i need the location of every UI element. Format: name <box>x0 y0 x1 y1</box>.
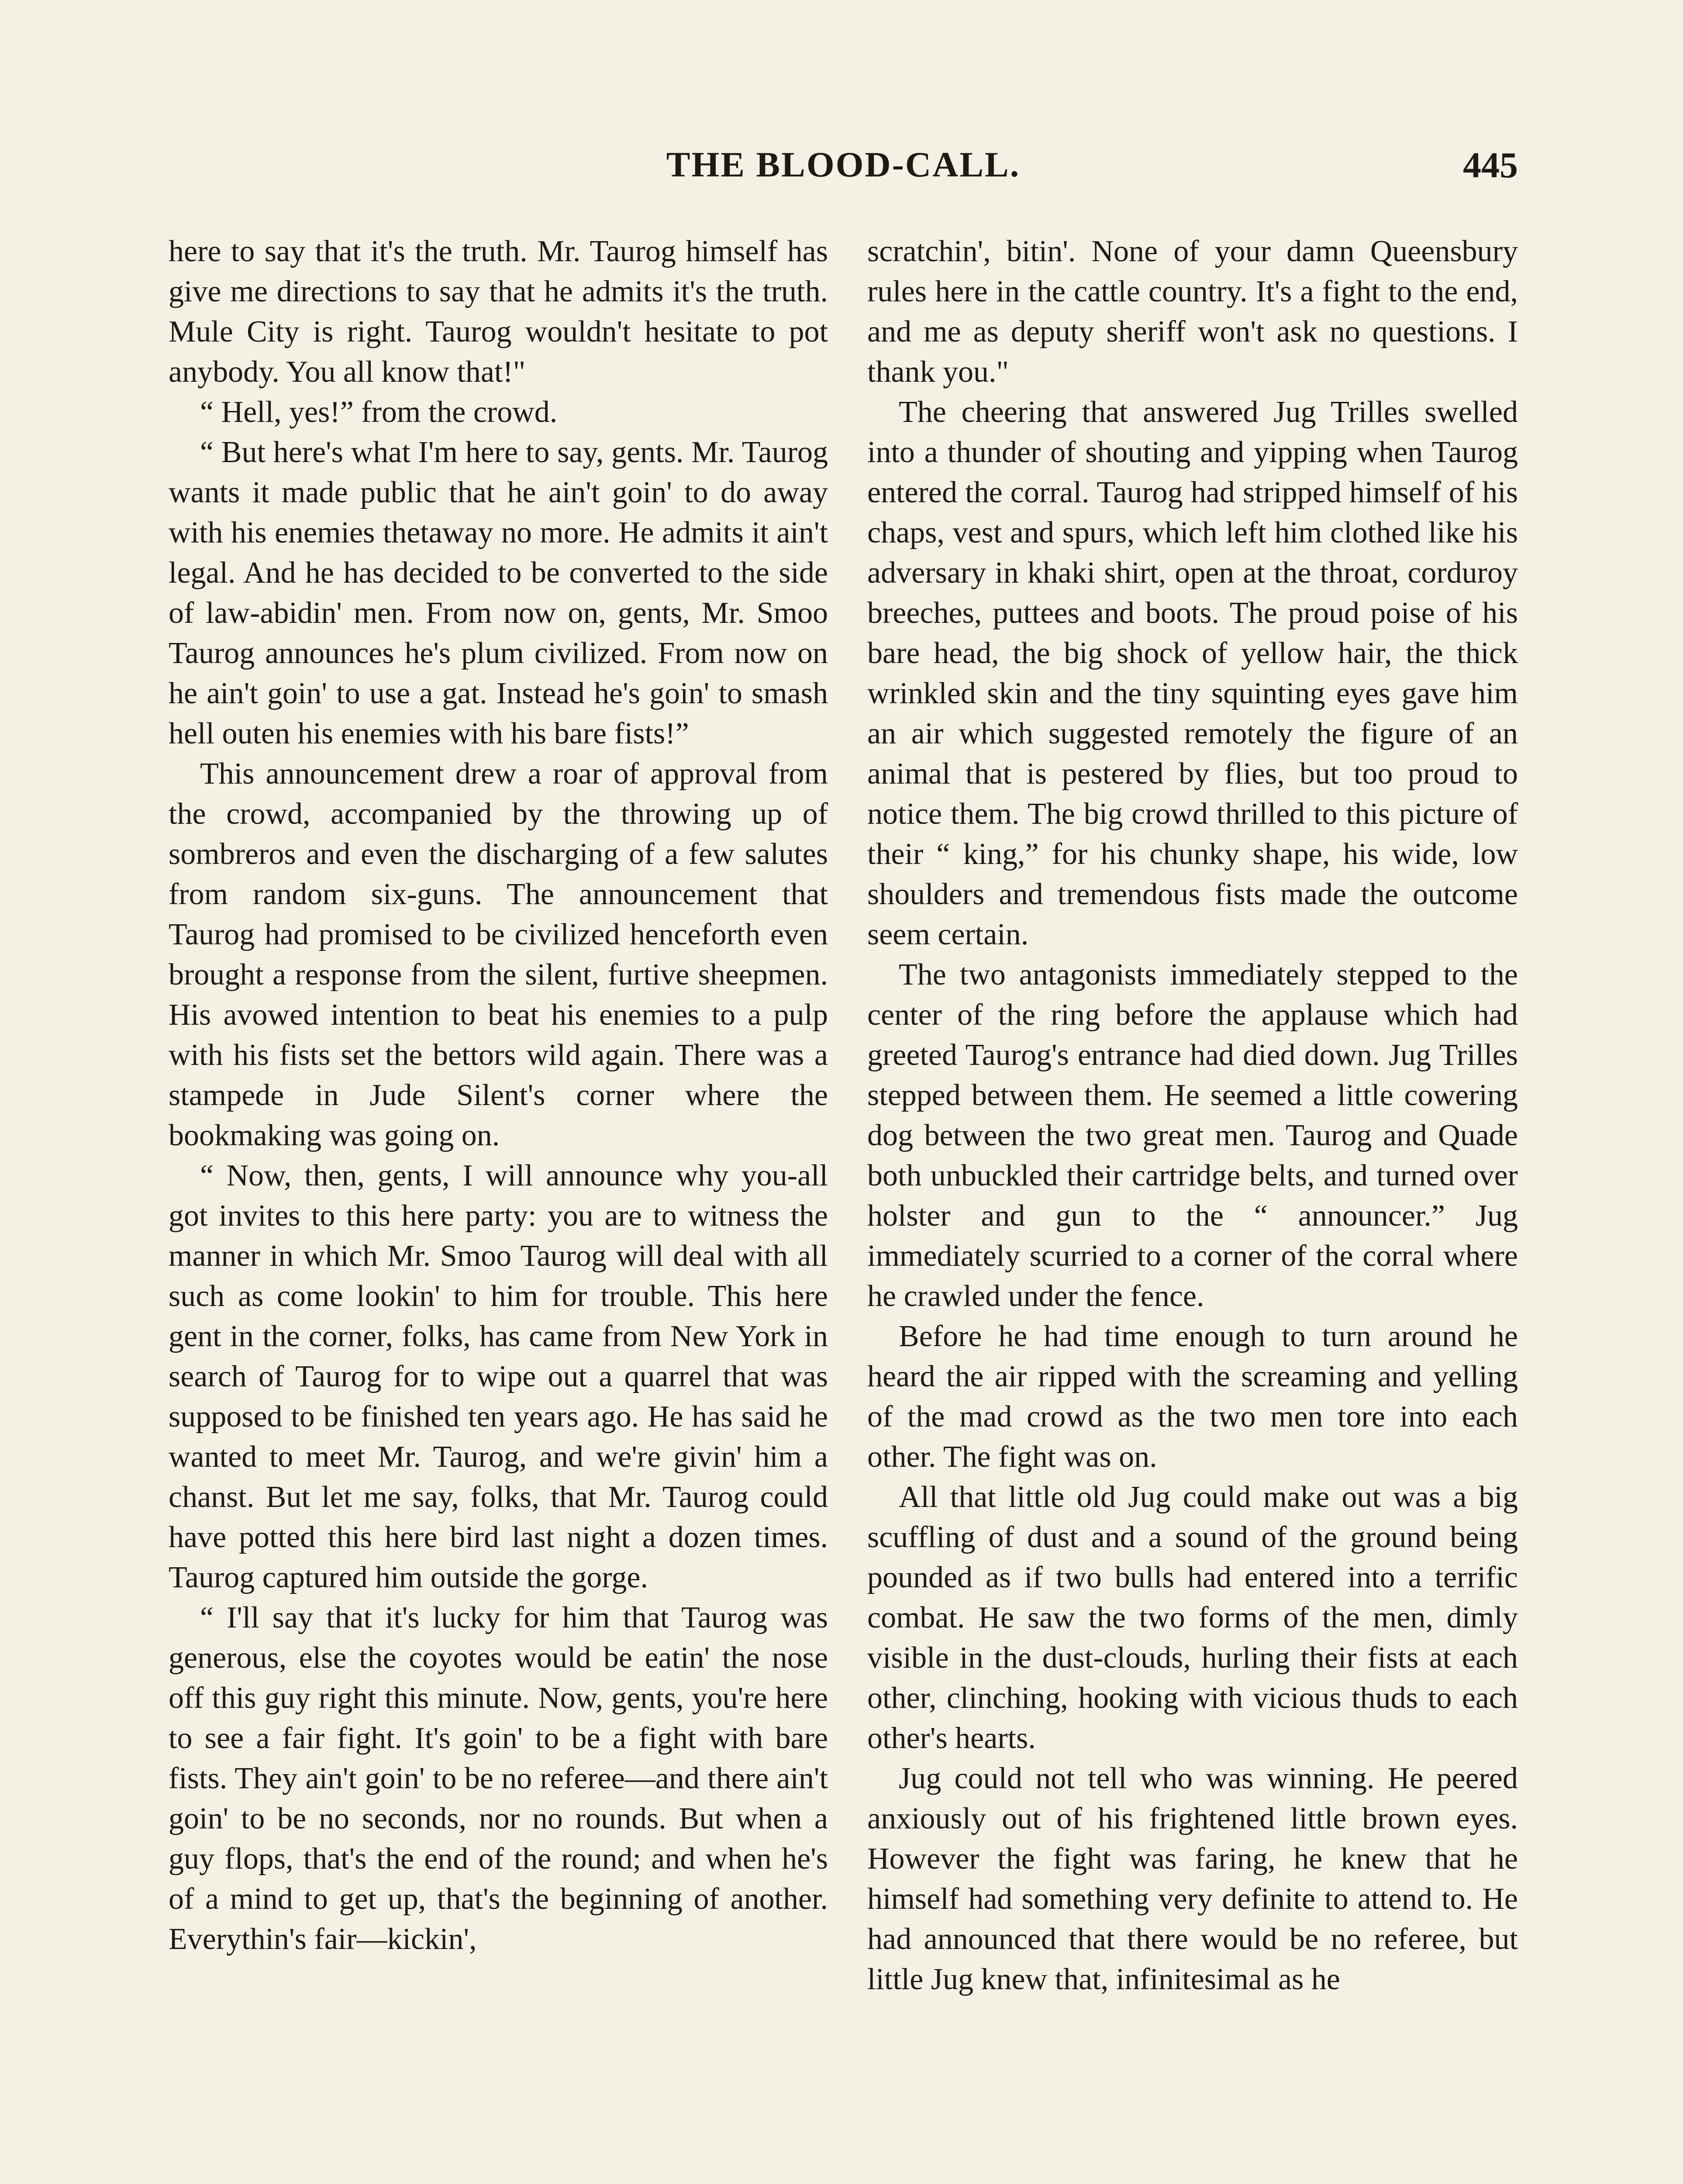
paragraph: Jug could not tell who was winning. He peered anxiously out of his frightened little brown eyes. However the fight was faring, he knew that he himself had something very definite to attend to. He had announced that there would be no referee, but little Jug knew that, infinitesimal as he <box>867 1762 1518 1996</box>
paragraph: The two antagonists immediately stepped to the center of the ring before the applause which had greeted Taurog's entrance had died down. Jug Trilles stepped between them. He seemed a little cowering dog between the two great men. Taurog and Quade both unbuckled their cartridge belts, and turned over holster and gun to the “ announcer.” Jug immediately scurried to a corner of the corral where he crawled under the fence. <box>867 958 1518 1313</box>
running-title: THE BLOOD-CALL. <box>666 145 1021 184</box>
paragraph: here to say that it's the truth. Mr. Taurog himself has give me directions to say that he admits it's the truth. Mule City is right. Taurog wouldn't hesitate to pot anybody. You all know that!" <box>169 235 828 389</box>
paragraph: “ But here's what I'm here to say, gents. Mr. Taurog wants it made public that he ain't goin' to do away with his enemies thetaway no more. He admits it ain't legal. And he has decided to be converted to the side of law-abidin' men. From now on, gents, Mr. Smoo Taurog announces he's plum civilized. From now on he ain't goin' to use a gat. Instead he's goin' to smash hell outen his enemies with his bare fists!” <box>169 435 828 750</box>
paragraph: “ Now, then, gents, I will announce why you-all got invites to this here party: you are to witness the manner in which Mr. Smoo Taurog will deal with all such as come lookin' to him for trouble. This here gent in the corner, folks, has came from New York in search of Taurog for to wipe out a quarrel that was supposed to be finished ten years ago. He has said he wanted to meet Mr. Taurog, and we're givin' him a chanst. But let me say, folks, that Mr. Taurog could have potted this here bird last night a dozen times. Taurog captured him outside the gorge. <box>169 1159 828 1594</box>
paragraph: All that little old Jug could make out was a big scuffling of dust and a sound of the ground being pounded as if two bulls had entered into a terrific combat. He saw the two forms of the men, dimly visible in the dust-clouds, hurling their fists at each other, clinching, hooking with vicious thuds to each other's hearts. <box>867 1480 1518 1755</box>
page-number: 445 <box>1463 145 1518 186</box>
right-column <box>867 232 1518 2000</box>
page-header <box>169 144 1518 197</box>
paragraph: “ I'll say that it's lucky for him that Taurog was generous, else the coyotes would be eatin' the nose off this guy right this minute. Now, gents, you're here to see a fair fight. It's goin' to be a fight with bare fists. They ain't goin' to be no referee—and there ain't goin' to be no seconds, nor no rounds. But when a guy flops, that's the end of the round; and when he's of a mind to get up, that's the beginning of another. Everythin's fair—kickin', <box>169 1601 828 1956</box>
paragraph: Before he had time enough to turn around he heard the air ripped with the screaming and yelling of the mad crowd as the two men tore into each other. The fight was on. <box>867 1320 1518 1474</box>
paragraph: The cheering that answered Jug Trilles swelled into a thunder of shouting and yipping when Taurog entered the corral. Taurog had stripped himself of his chaps, vest and spurs, which left him clothed like his adversary in khaki shirt, open at the throat, corduroy breeches, puttees and boots. The proud poise of his bare head, the big shock of yellow hair, the thick wrinkled skin and the tiny squinting eyes gave him an air which suggested remotely the figure of an animal that is pestered by flies, but too proud to notice them. The big crowd thrilled to this picture of their “ king,” for his chunky shape, his wide, low shoulders and tremendous fists made the outcome seem certain. <box>867 395 1518 951</box>
paragraph: This announcement drew a roar of approval from the crowd, accompanied by the throwing up of sombreros and even the discharging of a few salutes from random six-guns. The announcement that Taurog had promised to be civilized henceforth even brought a response from the silent, furtive sheepmen. His avowed intention to beat his enemies to a pulp with his fists set the bettors wild again. There was a stampede in Jude Silent's corner where the bookmaking was going on. <box>169 757 828 1152</box>
left-column <box>169 232 828 1959</box>
paragraph: scratchin', bitin'. None of your damn Queensbury rules here in the cattle country. It's a fight to the end, and me as deputy sheriff won't ask no questions. I thank you." <box>867 235 1518 389</box>
paragraph: “ Hell, yes!” from the crowd. <box>200 395 558 429</box>
